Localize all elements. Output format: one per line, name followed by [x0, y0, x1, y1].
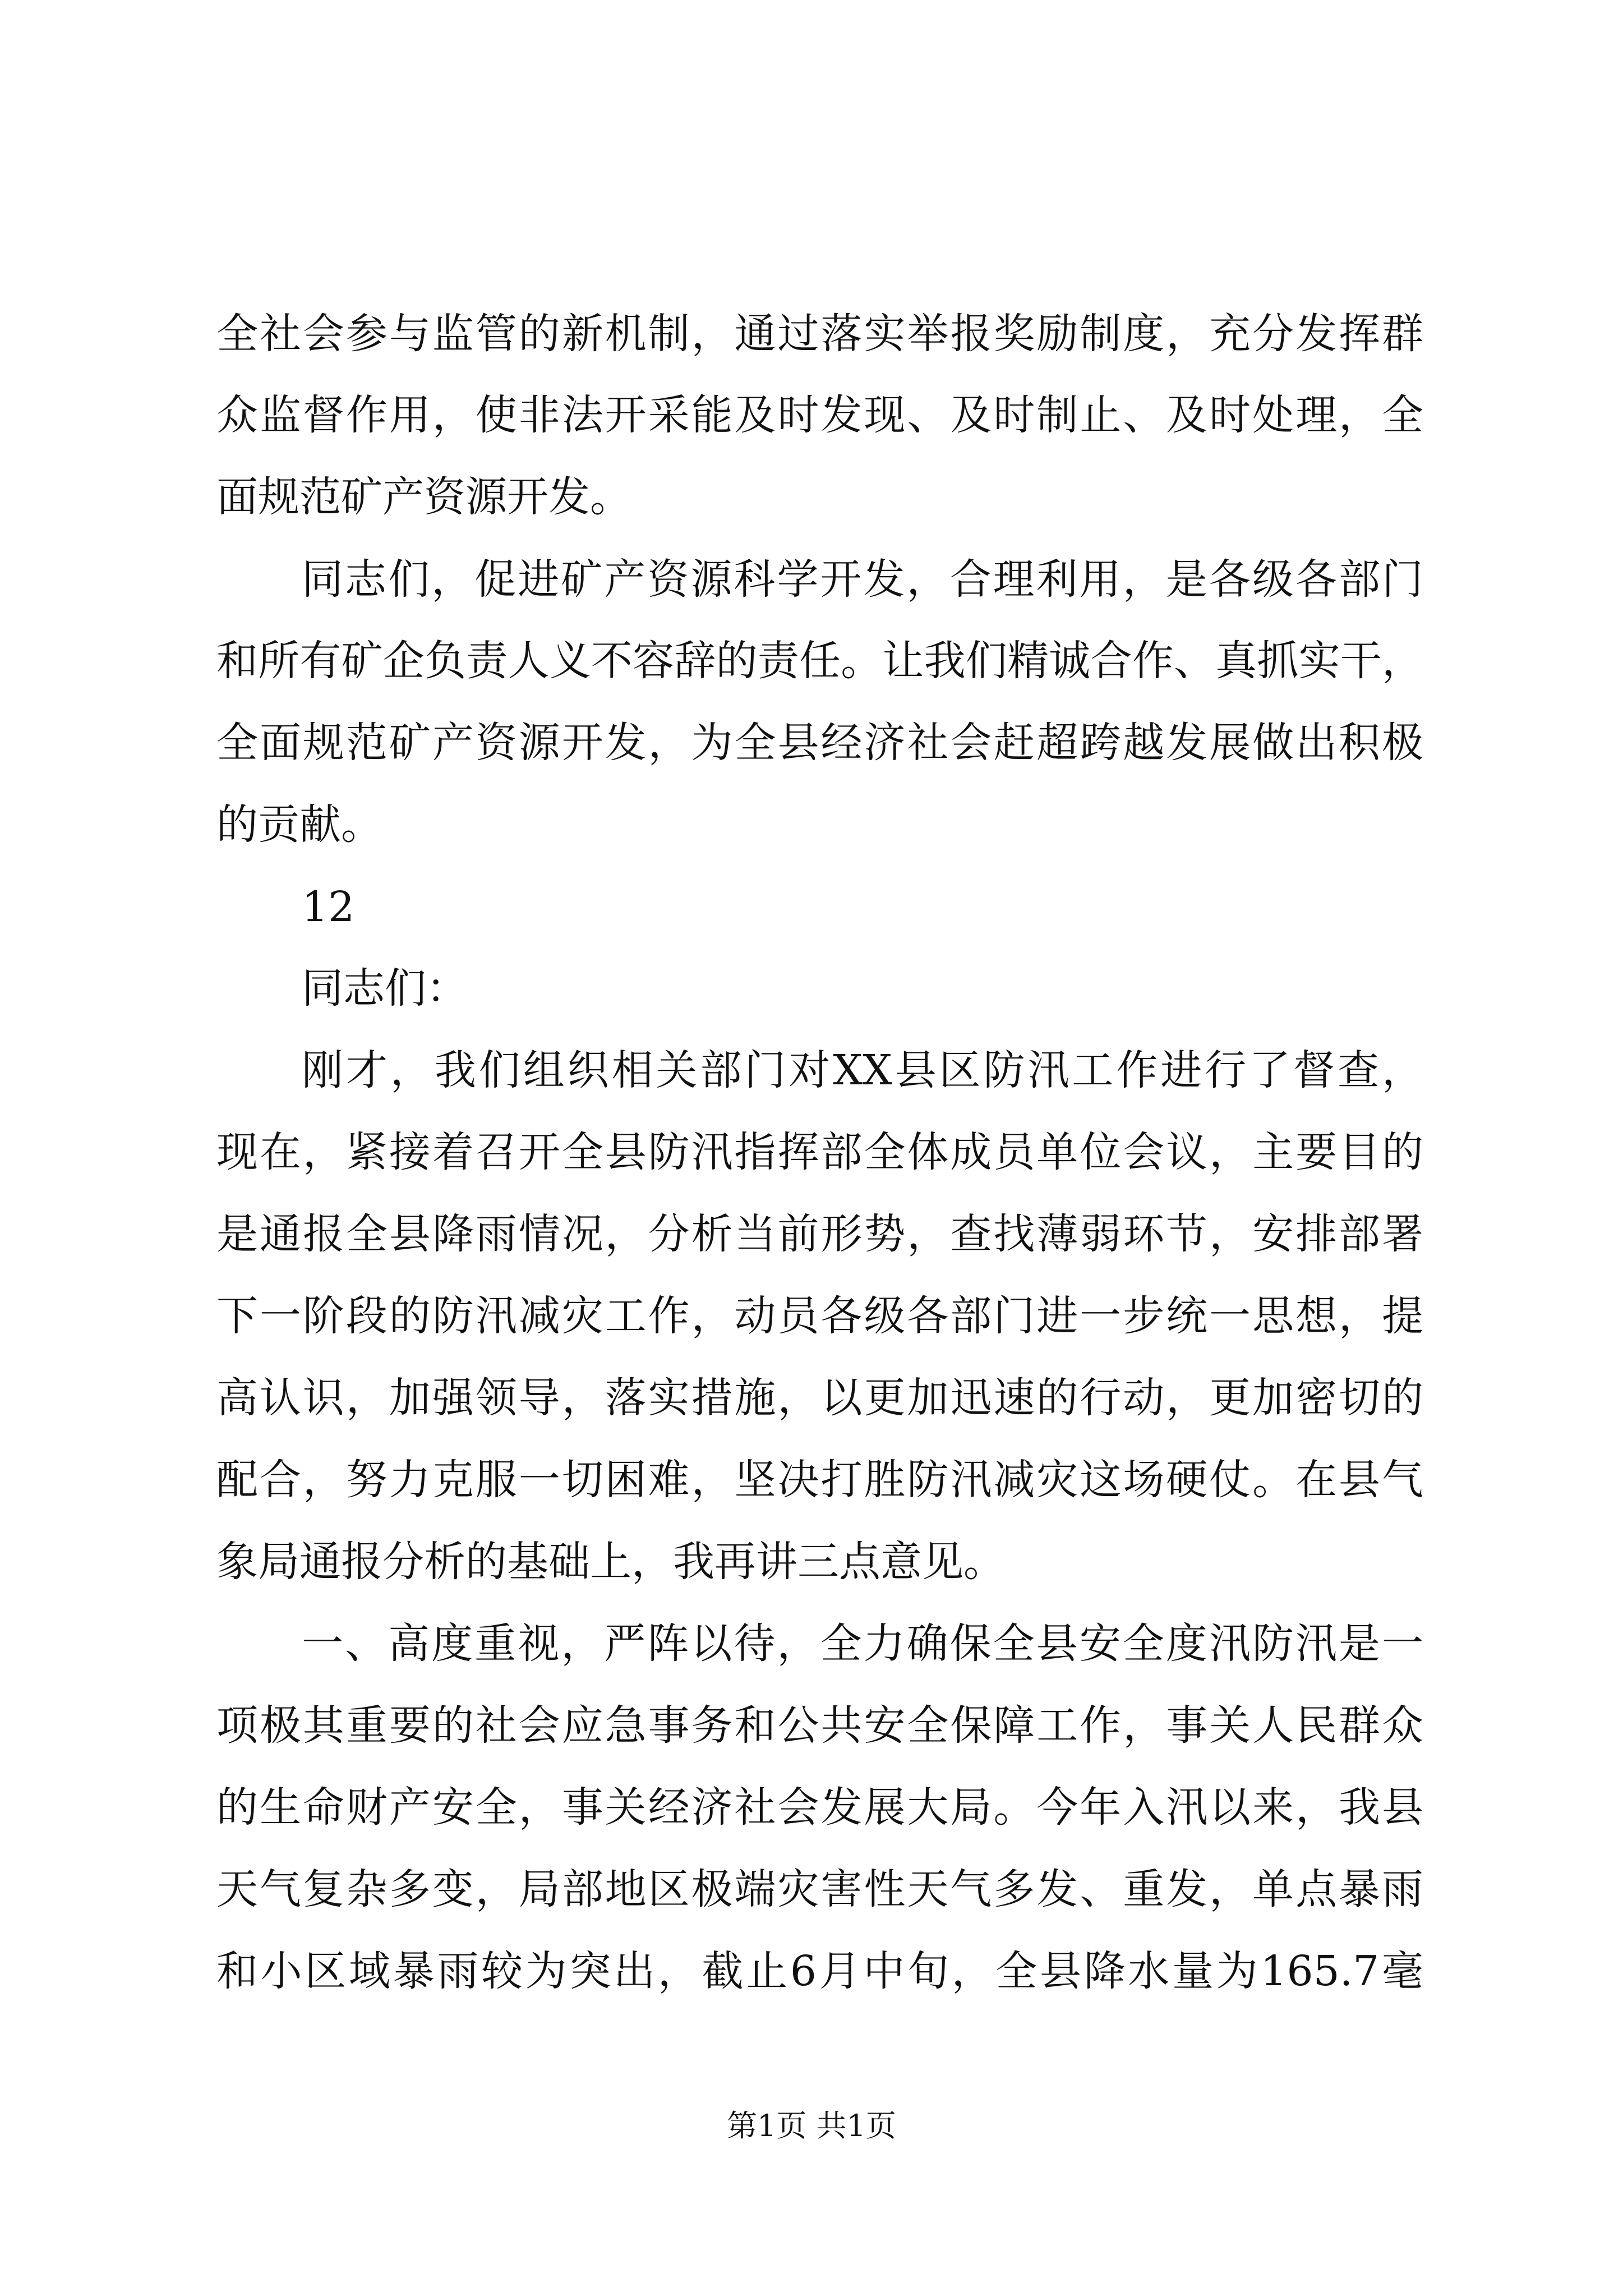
- text-line: 众监督作用，使非法开采能及时发现、及时制止、及时处理，全: [216, 391, 1423, 439]
- page-footer: 第1页 共1页: [727, 2108, 896, 2143]
- text-line: 配合，努力克服一切困难，坚决打胜防汛减灾这场硬仗。在县气: [216, 1456, 1423, 1504]
- text-line: 和所有矿企负责人义不容辞的责任。让我们精诚合作、真抓实干，: [216, 637, 1423, 685]
- section-number: 12: [302, 883, 355, 931]
- text-line: 的贡献。: [216, 800, 382, 849]
- text-line: 下一阶段的防汛减灾工作，动员各级各部门进一步统一思想，提: [216, 1292, 1423, 1340]
- text-line: 一、高度重视，严阵以待，全力确保全县安全度汛防汛是一: [302, 1619, 1423, 1668]
- text-line: 是通报全县降雨情况，分析当前形势，查找薄弱环节，安排部署: [216, 1210, 1423, 1258]
- text-line: 面规范矿产资源开发。: [216, 473, 631, 521]
- text-line: 刚才，我们组织相关部门对XX县区防汛工作进行了督查，: [302, 1046, 1423, 1094]
- text-line: 高认识，加强领导，落实措施，以更加迅速的行动，更加密切的: [216, 1374, 1423, 1422]
- text-line: 全社会参与监管的新机制，通过落实举报奖励制度，充分发挥群: [216, 310, 1423, 358]
- text-line: 全面规范矿产资源开发，为全县经济社会赶超跨越发展做出积极: [216, 719, 1423, 767]
- text-line: 的生命财产安全，事关经济社会发展大局。今年入汛以来，我县: [216, 1783, 1423, 1832]
- text-line: 同志们，促进矿产资源科学开发，合理利用，是各级各部门: [302, 555, 1423, 604]
- text-line: 天气复杂多变，局部地区极端灾害性天气多发、重发，单点暴雨: [216, 1865, 1423, 1913]
- text-line: 现在，紧接着召开全县防汛指挥部全体成员单位会议，主要目的: [216, 1128, 1423, 1176]
- text-line: 象局通报分析的基础上，我再讲三点意见。: [216, 1538, 1005, 1586]
- text-line: 和小区域暴雨较为突出，截止6月中旬，全县降水量为165.7毫: [216, 1947, 1423, 1995]
- salutation: 同志们：: [302, 964, 468, 1013]
- text-line: 项极其重要的社会应急事务和公共安全保障工作，事关人民群众: [216, 1701, 1423, 1750]
